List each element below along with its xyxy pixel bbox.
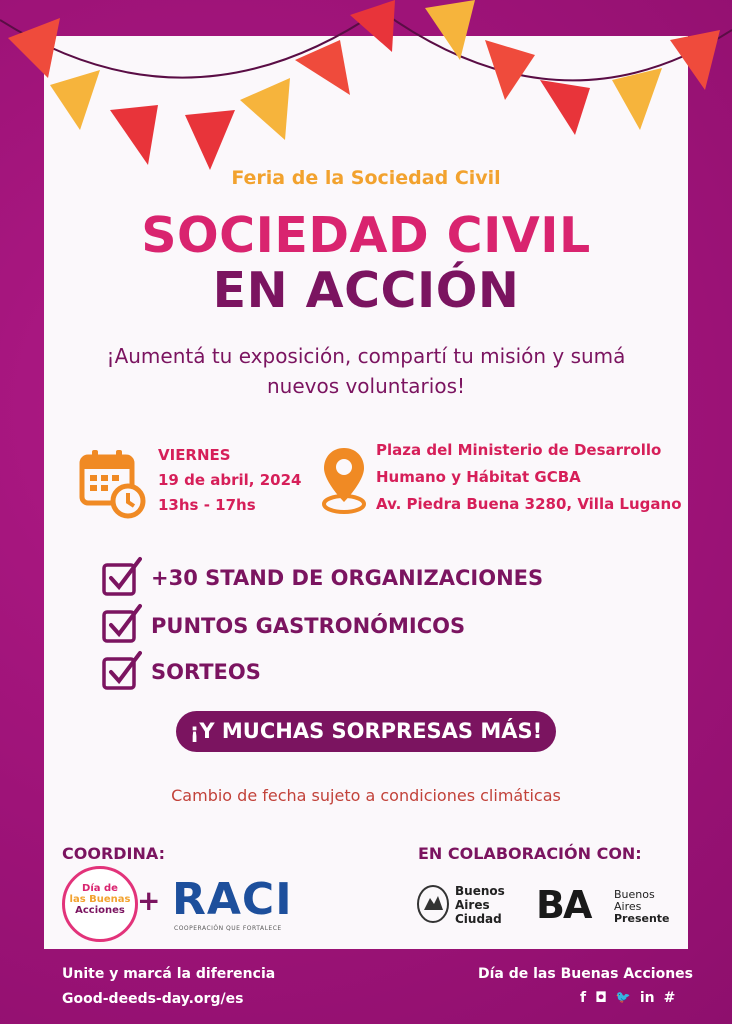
- subtitle-line-2: nuevos voluntarios!: [266, 374, 466, 398]
- raci-logo: RACI: [172, 874, 293, 925]
- logo-line: Aires: [614, 900, 642, 913]
- plus-sign: +: [137, 884, 161, 917]
- buenos-aires-ciudad-logo: [455, 884, 505, 926]
- city-shield-icon: [416, 884, 450, 924]
- logo-line: Buenos: [455, 884, 505, 898]
- title-line-2: EN ACCIÓN: [212, 262, 520, 319]
- buenas-acciones-logo: [62, 866, 138, 942]
- linkedin-icon[interactable]: in: [639, 990, 655, 1006]
- logo-line: Presente: [614, 912, 670, 925]
- event-day: VIERNES: [158, 446, 231, 464]
- feature-gastronomy: PUNTOS GASTRONÓMICOS: [151, 614, 466, 638]
- logo-line: Día de: [82, 883, 118, 894]
- event-place-line-2: Humano y Hábitat GCBA: [376, 468, 581, 486]
- raci-tagline: COOPERACIÓN QUE FORTALECE: [174, 925, 282, 932]
- feature-raffles: SORTEOS: [151, 660, 261, 684]
- event-address: Av. Piedra Buena 3280, Villa Lugano: [376, 495, 682, 513]
- map-pin-icon: [320, 444, 368, 516]
- feature-stands: +30 STAND DE ORGANIZACIONES: [151, 566, 544, 590]
- flag-group-left: [8, 0, 395, 170]
- footer-slogan: Unite y marcá la diferencia: [62, 966, 276, 982]
- flag-group-right: [425, 0, 720, 135]
- event-place-line-1: Plaza del Ministerio de Desarrollo: [376, 441, 662, 459]
- event-time: 13hs - 17hs: [158, 496, 256, 514]
- checkbox-checked-icon: [102, 603, 142, 643]
- subtitle-line-1: ¡Aumentá tu exposición, compartí tu misión y sumá: [106, 344, 626, 368]
- weather-note: Cambio de fecha sujeto a condiciones climáticas: [171, 786, 561, 805]
- hashtag-icon[interactable]: #: [663, 990, 676, 1006]
- calendar-clock-icon: [78, 447, 148, 519]
- colaboracion-label: EN COLABORACIÓN CON:: [418, 844, 642, 863]
- logo-line: Aires: [455, 898, 490, 912]
- checkbox-checked-icon: [102, 556, 142, 596]
- event-kicker: Feria de la Sociedad Civil: [231, 167, 501, 189]
- twitter-icon[interactable]: 🐦: [615, 990, 631, 1004]
- instagram-icon[interactable]: ◘: [595, 990, 607, 1006]
- event-date: 19 de abril, 2024: [158, 471, 302, 489]
- title-line-1: SOCIEDAD CIVIL: [141, 207, 591, 264]
- buenos-aires-presente-logo: [614, 889, 670, 925]
- ba-logo-mark: BA: [536, 883, 591, 927]
- facebook-icon[interactable]: f: [580, 990, 587, 1006]
- social-icons: [580, 990, 690, 1006]
- logo-line: Acciones: [75, 905, 125, 916]
- logo-line: Buenos: [614, 888, 655, 901]
- footer-org-name: Día de las Buenas Acciones: [478, 966, 693, 982]
- logo-line: las Buenas: [69, 894, 131, 905]
- footer-url-link[interactable]: Good-deeds-day.org/es: [62, 991, 244, 1007]
- checkbox-checked-icon: [102, 650, 142, 690]
- coordina-label: COORDINA:: [62, 844, 165, 863]
- highlight-banner: ¡Y MUCHAS SORPRESAS MÁS!: [176, 711, 556, 752]
- logo-line: Ciudad: [455, 912, 502, 926]
- bunting-decoration: [0, 0, 732, 190]
